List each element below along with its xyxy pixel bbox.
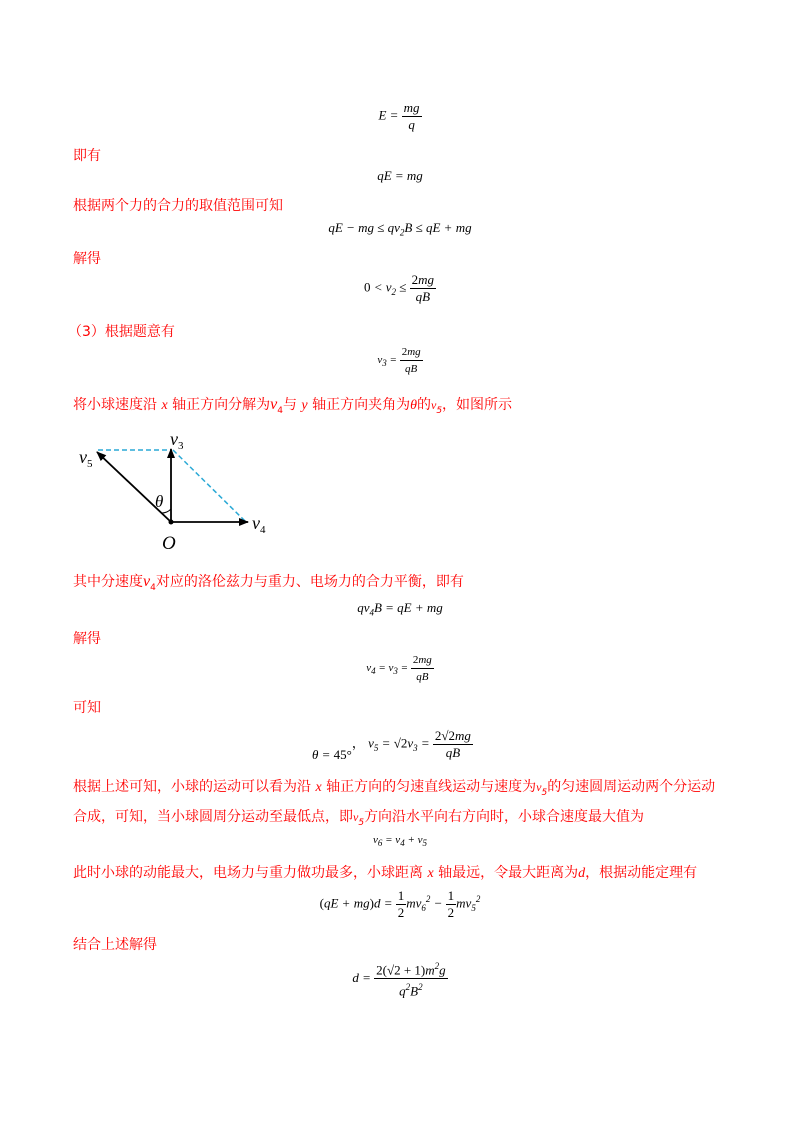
text-line: 可知 bbox=[73, 700, 101, 716]
text-line-decompose: 将小球速度沿 x 轴正方向分解为$v_4$与 y 轴正方向夹角为θ的$v_5$，如图所示 bbox=[73, 396, 513, 416]
equation-e-field: E = $\frac{mg}{q}$ bbox=[378, 100, 420, 132]
text-line-energy: 此时小球的动能最大，电场力与重力做功最多，小球距离 x 轴最远，令最大距离为d，根据动能定理有 bbox=[73, 865, 698, 881]
label-theta: θ bbox=[155, 492, 164, 511]
label-origin: O bbox=[162, 533, 176, 554]
vector-v5 bbox=[97, 452, 171, 522]
text-line: 根据两个力的合力的取值范围可知 bbox=[73, 198, 283, 214]
text-line: （3）根据题意有 bbox=[68, 324, 175, 340]
equation-force-balance: $qv_4B$ = qE + mg bbox=[357, 600, 443, 618]
text-line-analysis-2: 合成，可知，当小球圆周分运动至最低点，即$v_5$方向沿水平向右方向时，小球合速度最大值为 bbox=[73, 809, 645, 828]
equation-v2-range: $0 < v_2$ ≤ $\frac{2mg}{qB}$ bbox=[363, 272, 435, 304]
equation-work-energy: (qE + mg)d = $\frac{1}{2}$ $mv_6^2$ − $\frac{1}{2}$ $mv_5^2$ bbox=[319, 888, 481, 920]
label-v3: $v_3$ bbox=[170, 429, 184, 452]
dashed-line-diagonal bbox=[173, 450, 246, 522]
label-v4: $v_4$ bbox=[252, 513, 266, 536]
equation-inequality: qE − mg ≤ $qv_2B$ ≤ qE + mg bbox=[328, 220, 472, 238]
text-line-analysis-1: 根据上述可知，小球的运动可以看为沿 x 轴正方向的匀速直线运动与速度为$v_5$的匀速圆周运动两个分运动 bbox=[73, 779, 716, 798]
label-v5: $v_5$ bbox=[79, 447, 93, 470]
equation-qe-mg: qE = mg bbox=[377, 168, 423, 183]
equation-v3: $v_3$ = $\frac{2mg}{qB}$ bbox=[377, 346, 421, 375]
velocity-decomposition-diagram bbox=[74, 425, 284, 560]
text-line: 结合上述解得 bbox=[73, 937, 157, 953]
origin-point bbox=[169, 520, 174, 525]
equation-v4-v3: $v_4 = v_3$ = $\frac{2mg}{qB}$ bbox=[366, 654, 432, 683]
equation-v6: $v_6 = v_4 + v_5$ bbox=[372, 834, 427, 849]
equation-d-result: d = $\frac{2(√2 + 1)m^2g}{q^2B^2}$ bbox=[0, 958, 800, 1000]
text-line-balance: 其中分速度$v_4$对应的洛伦兹力与重力、电场力的合力平衡，即有 bbox=[73, 573, 464, 593]
equation-theta-v5: θ = 45°， $v_5 = √2v_3$ = $\frac{2√2mg}{qB}$ bbox=[312, 728, 471, 763]
text-line: 解得 bbox=[73, 251, 101, 267]
text-line: 即有 bbox=[73, 148, 101, 164]
text-line: 解得 bbox=[73, 631, 101, 647]
